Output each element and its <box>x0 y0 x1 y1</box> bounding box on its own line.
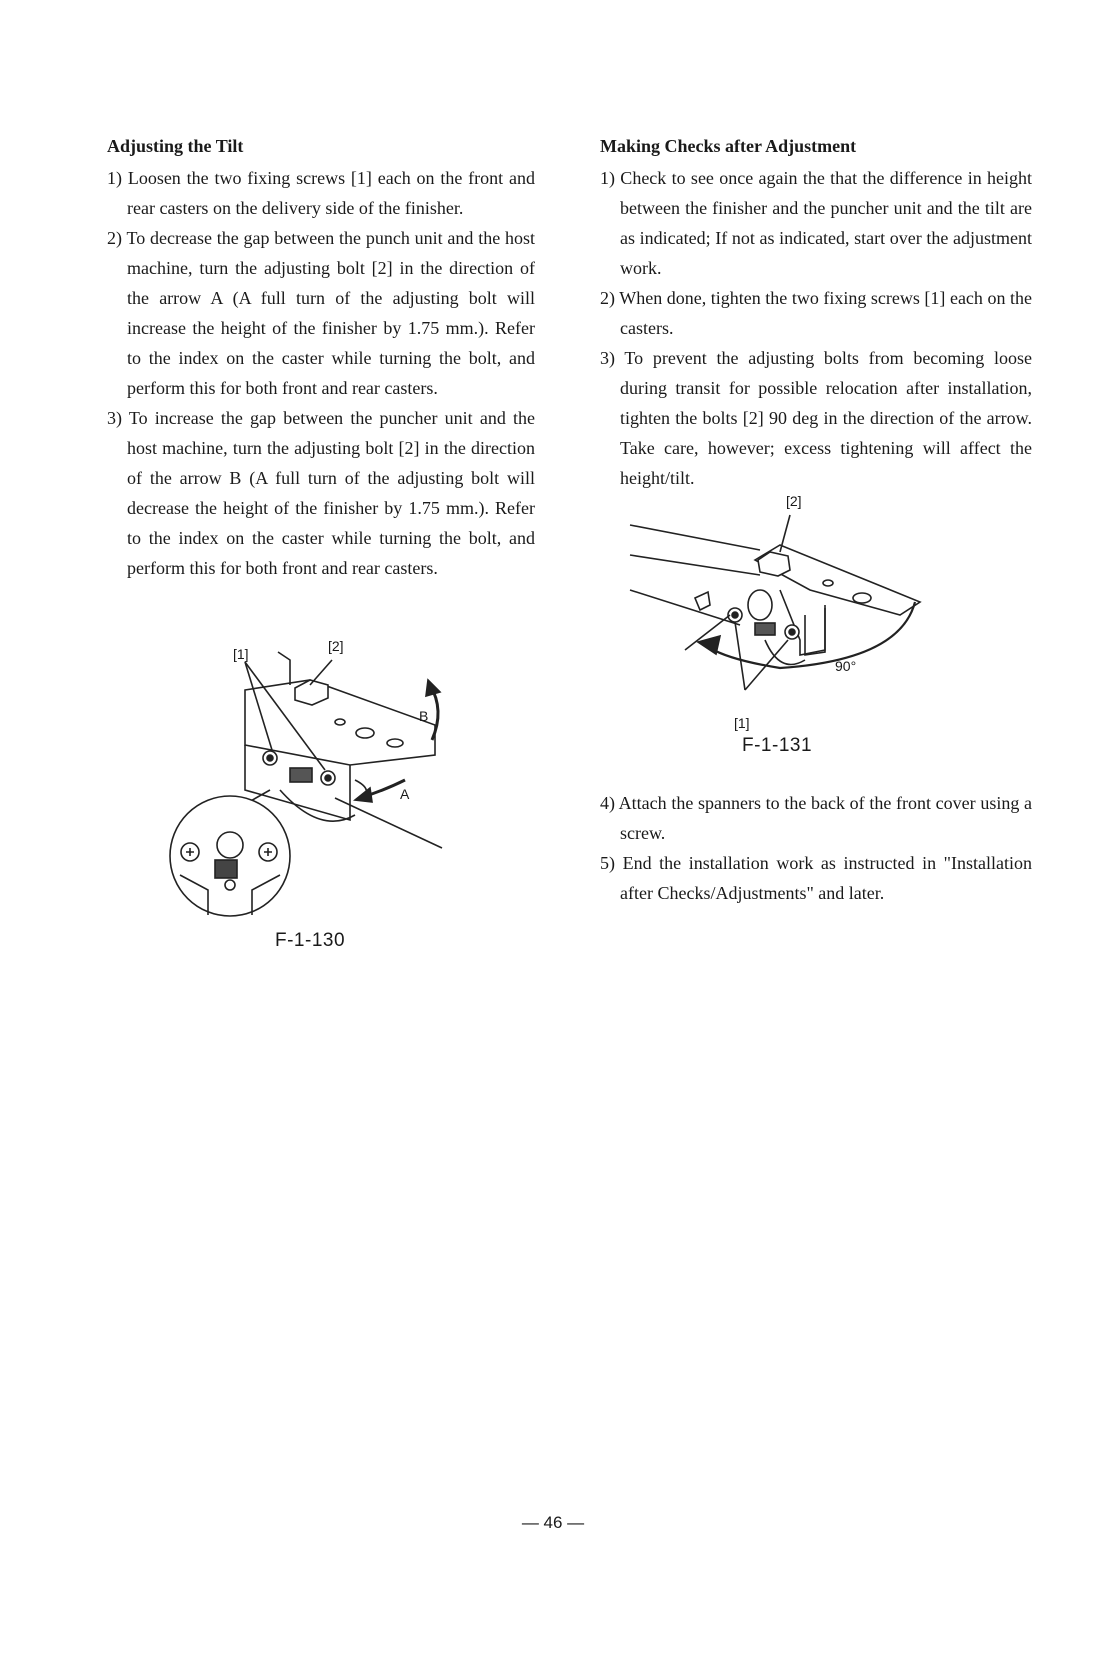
step-item: 5) End the installation work as instructed in "Installation after Checks/Adjustments" and later. <box>600 853 1032 903</box>
right-column <box>600 133 1032 493</box>
left-column <box>107 133 535 583</box>
step-item: 1) Check to see once again the that the difference in height between the finisher and the puncher unit and the tilt are as indicated; If not as indicated, start over the adjustment work. <box>600 168 1032 278</box>
bolt-tightening-illustration <box>630 490 940 720</box>
step-item: 3) To prevent the adjusting bolts from becoming loose during transit for possible relocation after installation, tighten the bolts [2] 90 deg in the direction of the arrow. Take care, however; excess tightening will affect the height/tilt. <box>600 348 1032 488</box>
figure-caption: F-1-131 <box>742 735 813 756</box>
step-item: 2) When done, tighten the two fixing screws [1] each on the casters. <box>600 288 1032 338</box>
figure-caption: F-1-130 <box>275 930 346 951</box>
step-item: 4) Attach the spanners to the back of the front cover using a screw. <box>600 793 1032 843</box>
caster-adjustment-illustration <box>160 630 460 930</box>
callout-bolt: [2] <box>786 493 802 509</box>
arrow-b-label: B <box>419 708 429 724</box>
page-number: — 46 — <box>521 1513 585 1532</box>
figure-f-1-130 <box>160 630 460 950</box>
arrow-a-label: A <box>400 786 410 802</box>
section-heading-adjusting-tilt: Adjusting the Tilt <box>107 136 244 156</box>
angle-label: 90° <box>835 658 857 674</box>
step-item: 1) Loosen the two fixing screws [1] each on the front and rear casters on the delivery side of the finisher. <box>107 168 535 218</box>
right-column-continued <box>600 788 1032 908</box>
figure-f-1-131 <box>630 490 940 760</box>
callout-screw: [1] <box>734 715 750 731</box>
step-item: 2) To decrease the gap between the punch unit and the host machine, turn the adjusting bolt [2] in the direction of the arrow A (A full turn of the adjusting bolt will increase the height of the finisher by 1.75 mm.). Refer to the index on the caster while turning the bolt, and perform this for both front and rear casters. <box>107 228 535 398</box>
section-heading-checks: Making Checks after Adjustment <box>600 136 857 156</box>
callout-bolt: [2] <box>328 638 344 654</box>
callout-screw: [1] <box>233 646 249 662</box>
step-item: 3) To increase the gap between the puncher unit and the host machine, turn the adjusting bolt [2] in the direction of the arrow B (A full turn of the adjusting bolt will decrease the height of the finisher by 1.75 mm.). Refer to the index on the caster while turning the bolt, and perform this for both front and rear casters. <box>107 408 535 578</box>
